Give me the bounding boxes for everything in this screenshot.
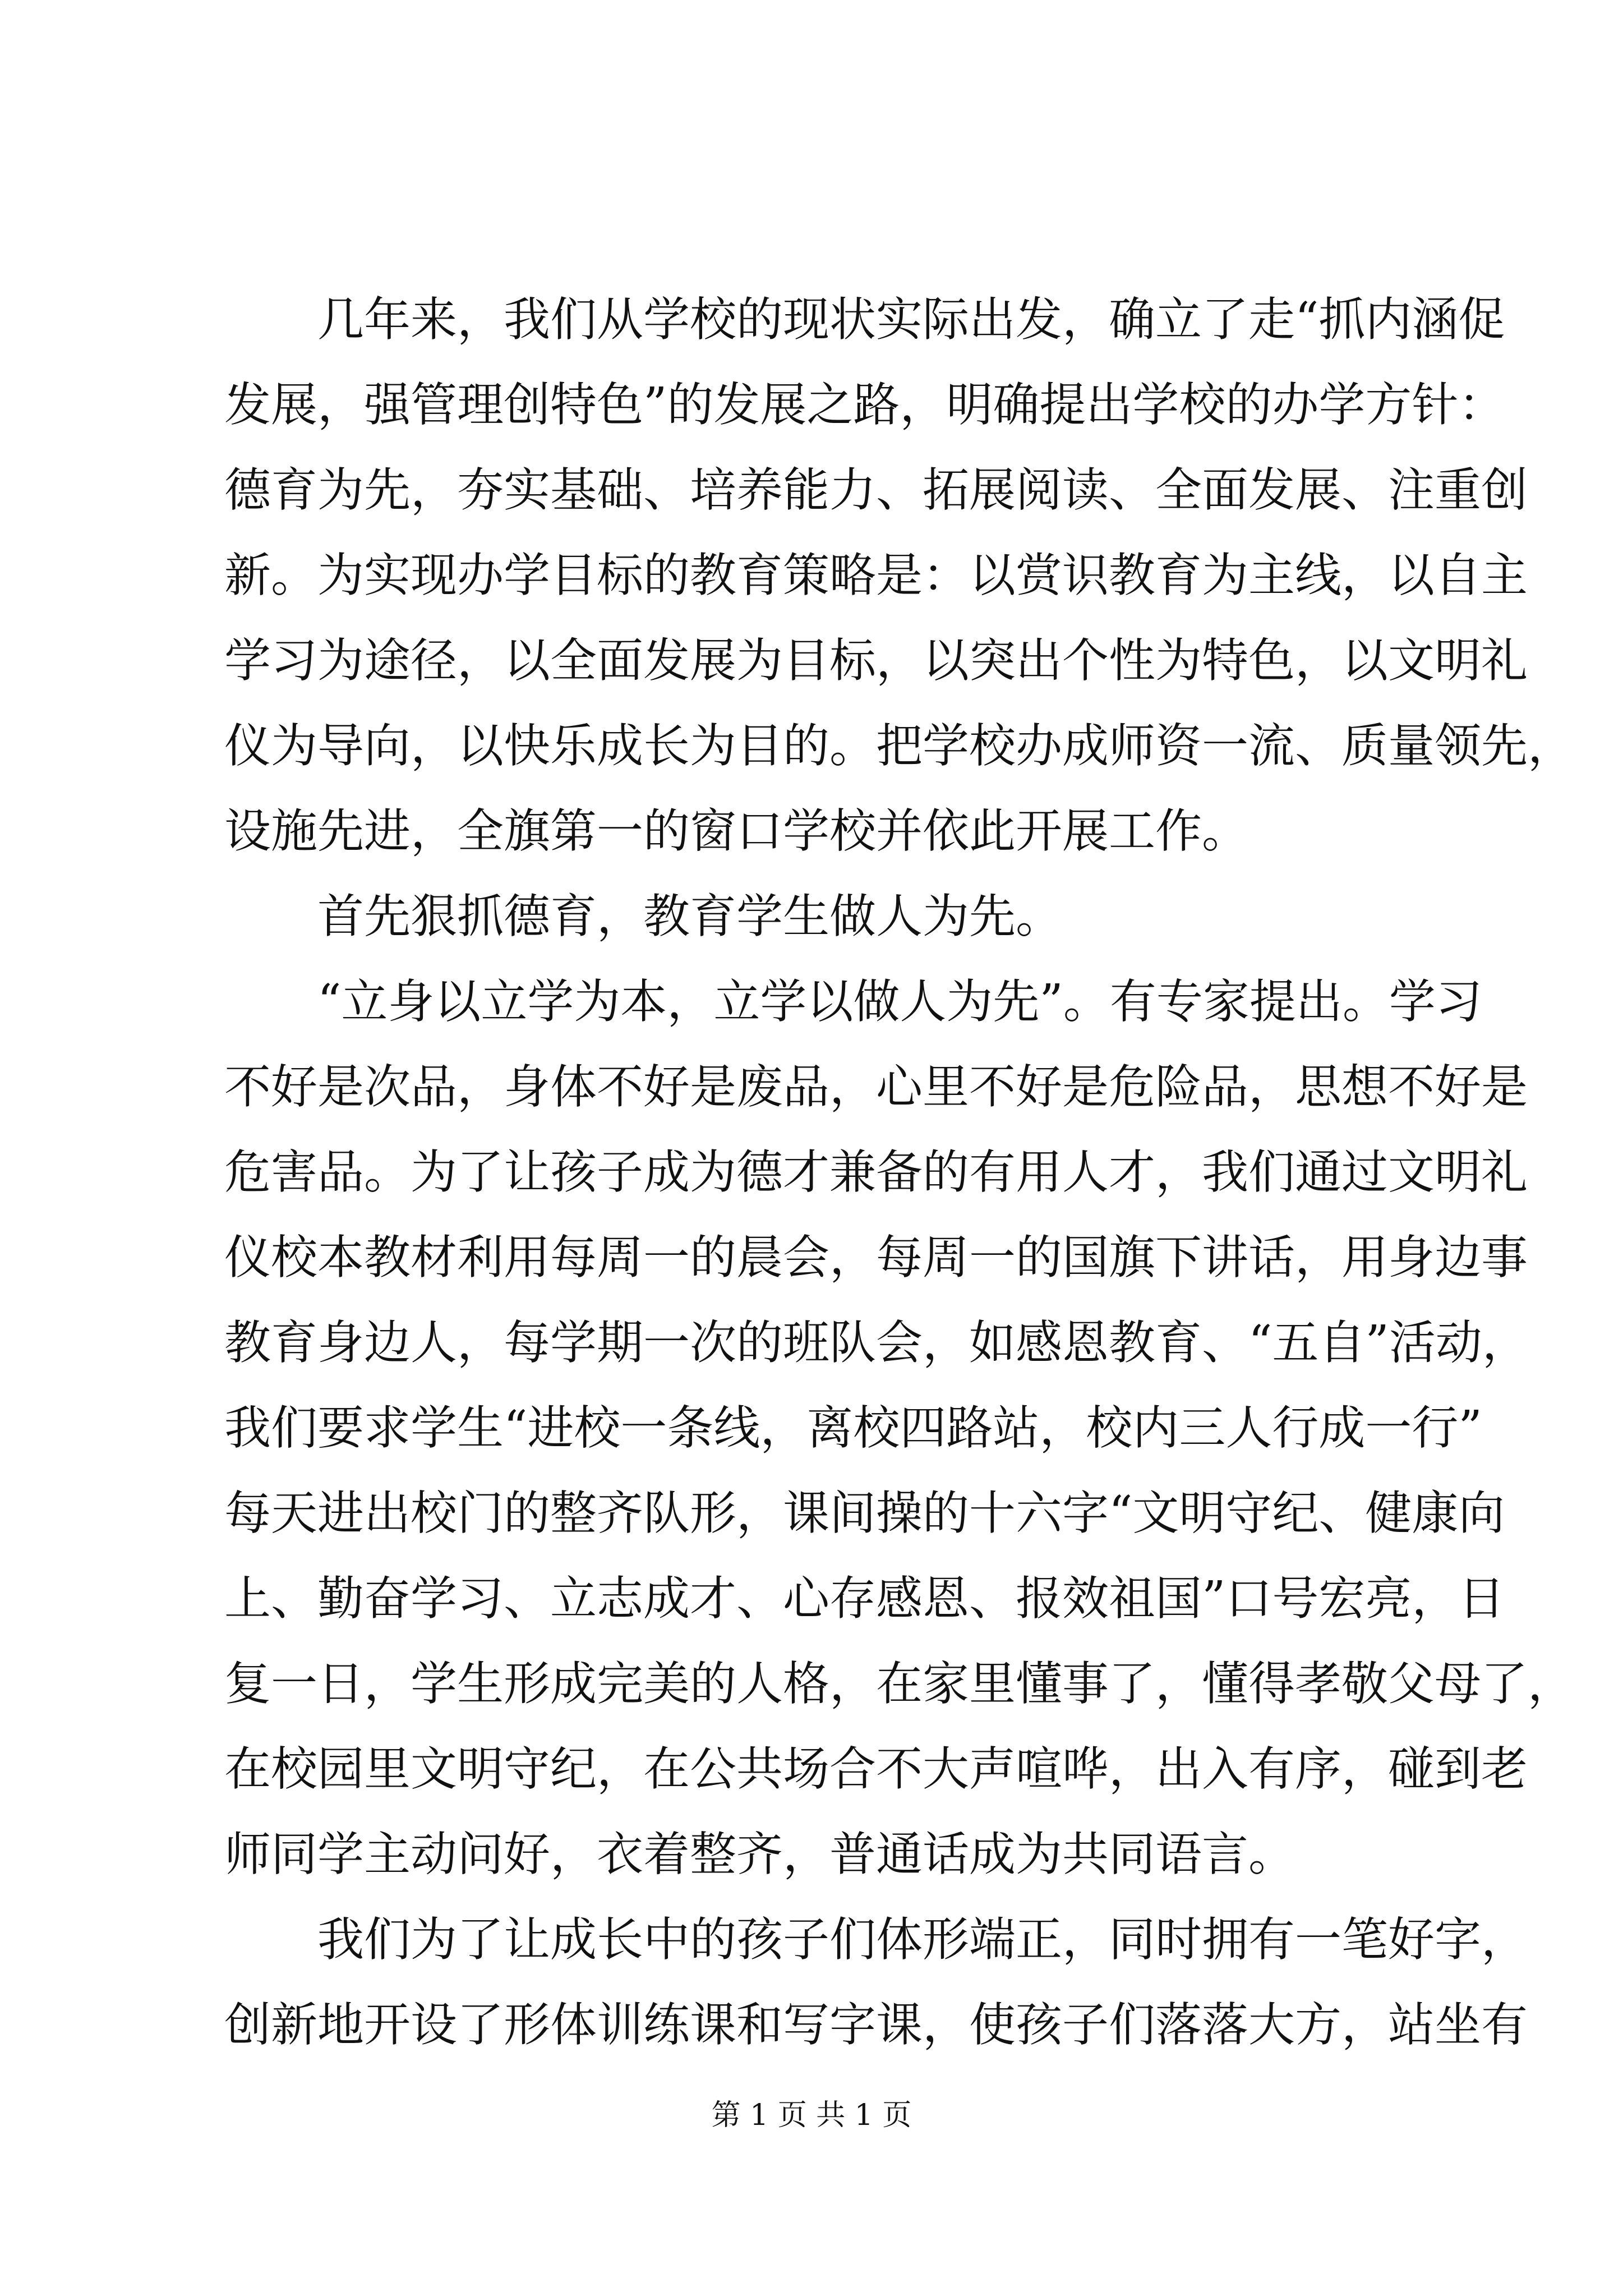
text-line-7: 设施先进，全旗第一的窗口学校并依此开展工作。	[224, 804, 1248, 858]
text-line-15: 每天进出校门的整齐队形，课间操的十六字“文明守纪、健康向	[224, 1486, 1505, 1540]
text-line-11: 危害品。为了让孩子成为德才兼备的有用人才，我们通过文明礼	[224, 1145, 1528, 1199]
text-line-10: 不好是次品，身体不好是废品，心里不好是危险品，思想不好是	[224, 1060, 1528, 1114]
text-line-14: 我们要求学生“进校一条线，离校四路站，校内三人行成一行”	[224, 1401, 1482, 1455]
text-line-21: 创新地开设了形体训练课和写字课，使孩子们落落大方，站坐有	[224, 1998, 1528, 2052]
text-line-17: 复一日，学生形成完美的人格，在家里懂事了，懂得孝敬父母了，	[224, 1657, 1574, 1711]
text-line-20: 我们为了让成长中的孩子们体形端正，同时拥有一笔好字，	[224, 1912, 1528, 1967]
text-line-9: “立身以立学为本，立学以做人为先”。有专家提出。学习	[224, 974, 1482, 1029]
text-line-18: 在校园里文明守纪，在公共场合不大声喧哗，出入有序，碰到老	[224, 1742, 1528, 1796]
text-line-5: 学习为途径，以全面发展为目标，以突出个性为特色，以文明礼	[224, 633, 1528, 688]
text-line-6: 仪为导向，以快乐成长为目的。把学校办成师资一流、质量领先，	[224, 719, 1574, 773]
text-line-12: 仪校本教材利用每周一的晨会，每周一的国旗下讲话，用身边事	[224, 1230, 1528, 1285]
text-line-19: 师同学主动问好，衣着整齐，普通话成为共同语言。	[224, 1827, 1295, 1881]
text-line-2: 发展，强管理创特色”的发展之路，明确提出学校的办学方针：	[224, 378, 1505, 432]
text-line-13: 教育身边人，每学期一次的班队会，如感恩教育、“五自”活动，	[224, 1315, 1529, 1370]
text-line-1: 几年来，我们从学校的现状实际出发，确立了走“抓内涵促	[224, 292, 1505, 347]
text-line-8: 首先狠抓德育，教育学生做人为先。	[224, 889, 1062, 944]
page-footer: 第 1 页 共 1 页	[711, 2099, 912, 2132]
text-line-16: 上、勤奋学习、立志成才、心存感恩、报效祖国”口号宏亮，日	[224, 1571, 1505, 1626]
text-line-3: 德育为先，夯实基础、培养能力、拓展阅读、全面发展、注重创	[224, 463, 1528, 517]
text-line-4: 新。为实现办学目标的教育策略是：以赏识教育为主线，以自主	[224, 548, 1528, 602]
